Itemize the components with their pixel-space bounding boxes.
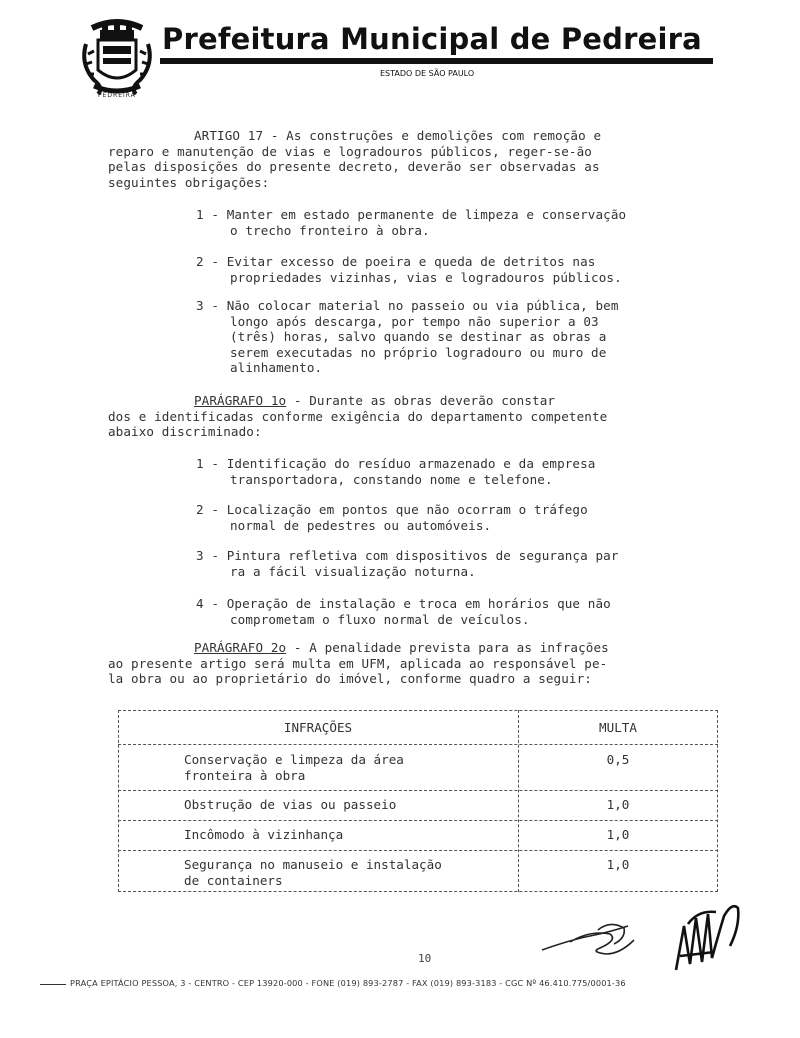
table-cell-multa: 0,5 bbox=[606, 752, 630, 767]
table-rule bbox=[118, 710, 119, 892]
item-number: 1 - bbox=[196, 456, 220, 471]
article-intro-line: seguintes obrigações: bbox=[108, 174, 270, 190]
item-text: Operação de instalação e troca em horários que não bbox=[226, 596, 611, 611]
item-text: Evitar excesso de poeira e queda de detritos nas bbox=[226, 254, 596, 269]
item-text: Pintura refletiva com dispositivos de segurança par bbox=[226, 548, 619, 563]
paragraph-text: ao presente artigo será multa em UFM, aplicada ao responsável pe- bbox=[108, 655, 608, 671]
item-text: alinhamento. bbox=[230, 360, 323, 375]
item-text: normal de pedestres ou automóveis. bbox=[230, 517, 492, 533]
item-number: 2 - bbox=[196, 502, 220, 517]
item-text: Localização em pontos que não ocorram o tráfego bbox=[226, 502, 588, 517]
item-number: 4 - bbox=[196, 596, 220, 611]
item-text: (três) horas, salvo quando se destinar as obras a bbox=[230, 329, 607, 344]
article-intro-line: pelas disposições do presente decreto, deverão ser observadas as bbox=[108, 159, 600, 174]
item-text: o trecho fronteiro à obra. bbox=[230, 222, 430, 238]
table-rule bbox=[118, 891, 718, 892]
paragraph-label: PARÁGRAFO 1o bbox=[194, 393, 287, 408]
municipal-crest-icon bbox=[78, 14, 156, 100]
state-subtitle: ESTADO DE SÃO PAULO bbox=[380, 69, 475, 78]
paragraph-1-item-3 bbox=[196, 548, 619, 579]
title-divider bbox=[160, 58, 713, 64]
table-header-infracoes: INFRAÇÕES bbox=[283, 720, 353, 735]
table-cell-infracao: Obstrução de vias ou passeio bbox=[184, 797, 397, 812]
paragraph-text: dos e identificadas conforme exigência do departamento competente bbox=[108, 408, 608, 424]
article-intro bbox=[108, 128, 601, 190]
table-rule bbox=[118, 850, 718, 851]
table-rule bbox=[118, 820, 718, 821]
table-cell-infracao: Segurança no manuseio e instalação bbox=[184, 857, 442, 872]
article-item-2 bbox=[196, 254, 622, 285]
item-text: transportadora, constando nome e telefone. bbox=[230, 471, 553, 487]
item-number: 3 - bbox=[196, 548, 220, 563]
paragraph-text: - Durante as obras deverão constar bbox=[286, 393, 556, 408]
table-row bbox=[184, 857, 442, 888]
item-number: 3 - bbox=[196, 298, 220, 313]
item-text: Manter em estado permanente de limpeza e conservação bbox=[226, 207, 627, 222]
item-text: longo após descarga, por tempo não superior a 03 bbox=[230, 313, 599, 329]
paragraph-text: abaixo discriminado: bbox=[108, 424, 262, 439]
item-number: 1 - bbox=[196, 207, 220, 222]
paragraph-text: la obra ou ao proprietário do imóvel, conforme quadro a seguir: bbox=[108, 671, 592, 686]
table-cell-multa: 1,0 bbox=[606, 827, 630, 842]
paragraph-1-item-1 bbox=[196, 456, 595, 487]
penalty-table bbox=[118, 710, 718, 892]
signature-2-icon bbox=[668, 896, 750, 976]
paragraph-2-intro bbox=[108, 640, 609, 687]
table-row bbox=[184, 752, 404, 783]
table-cell-infracao: Incômodo à vizinhança bbox=[184, 827, 344, 842]
page-title: Prefeitura Municipal de Pedreira bbox=[162, 22, 702, 56]
footer-divider bbox=[40, 984, 66, 985]
crest-caption: PEDREIRA bbox=[98, 92, 136, 99]
table-cell-infracao: fronteira à obra bbox=[184, 767, 306, 783]
table-cell-infracao: Conservação e limpeza da área bbox=[184, 752, 404, 767]
footer-address: PRAÇA EPITÁCIO PESSOA, 3 - CENTRO - CEP 13920-000 - FONE (019) 893-2787 - FAX (019) 893-3183 - CGC Nº 46.410.775/0001-36 bbox=[70, 978, 626, 988]
paragraph-label: PARÁGRAFO 2o bbox=[194, 640, 287, 655]
table-cell-multa: 1,0 bbox=[606, 857, 630, 872]
article-intro-line: reparo e manutenção de vias e logradouros públicos, reger-se-ão bbox=[108, 143, 592, 159]
table-rule bbox=[118, 790, 718, 791]
signature-1-icon bbox=[540, 910, 640, 965]
item-text: Não colocar material no passeio ou via pública, bem bbox=[226, 298, 619, 313]
paragraph-1-intro bbox=[108, 393, 607, 440]
item-text: ra a fácil visualização noturna. bbox=[230, 563, 476, 579]
paragraph-1-item-4 bbox=[196, 596, 611, 627]
table-header-multa: MULTA bbox=[599, 720, 637, 735]
item-text: serem executadas no próprio logradouro ou muro de bbox=[230, 344, 607, 360]
table-cell-infracao: de containers bbox=[184, 872, 283, 888]
article-intro-line: ARTIGO 17 - As construções e demolições com remoção e bbox=[194, 128, 602, 143]
paragraph-1-item-2 bbox=[196, 502, 588, 533]
item-text: propriedades vizinhas, vias e logradouros públicos. bbox=[230, 269, 622, 285]
page-number: 10 bbox=[418, 952, 432, 965]
article-item-1 bbox=[196, 207, 626, 238]
item-number: 2 - bbox=[196, 254, 220, 269]
item-text: Identificação do resíduo armazenado e da empresa bbox=[226, 456, 596, 471]
paragraph-text: - A penalidade prevista para as infrações bbox=[286, 640, 609, 655]
item-text: comprometam o fluxo normal de veículos. bbox=[230, 611, 530, 627]
table-cell-multa: 1,0 bbox=[606, 797, 630, 812]
table-rule bbox=[118, 744, 718, 745]
table-rule bbox=[118, 710, 718, 711]
article-item-3 bbox=[196, 298, 619, 376]
